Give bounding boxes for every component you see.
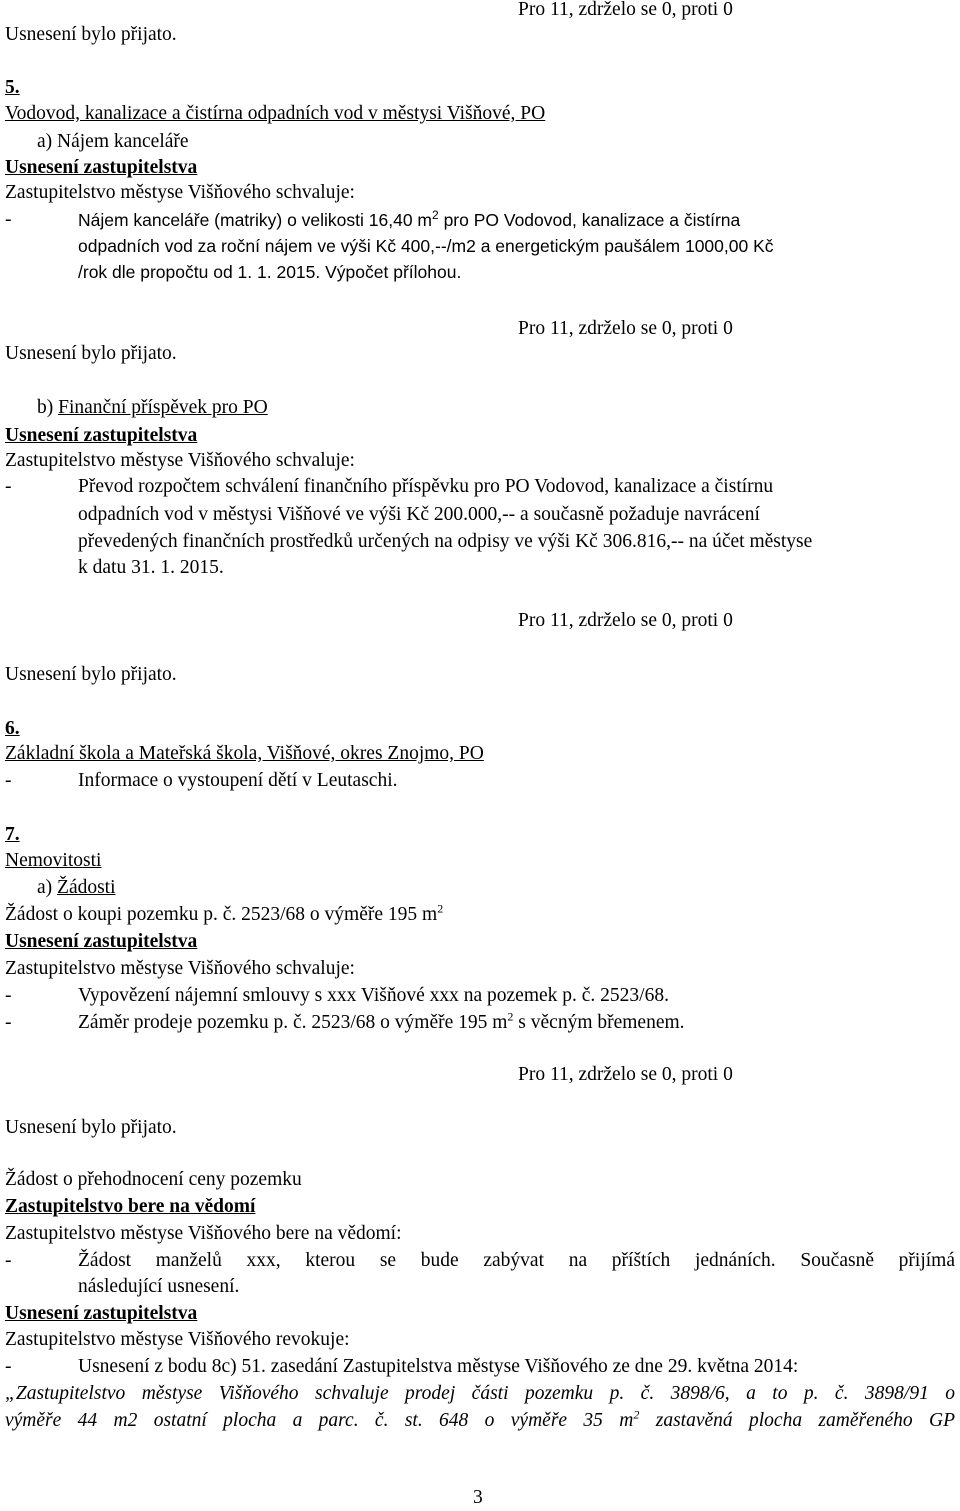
resolution-heading: Usnesení zastupitelstva (5, 1303, 198, 1324)
bullet-dash: - (5, 209, 12, 230)
resolution-heading: Usnesení zastupitelstva (5, 425, 198, 446)
section-title: Základní škola a Mateřská škola, Višňové, okres Znojmo, PO (5, 743, 484, 764)
resolution-heading: Zastupitelstvo bere na vědomí (5, 1196, 256, 1217)
vote-result: Pro 11, zdrželo se 0, proti 0 (518, 1064, 733, 1085)
bullet-dash: - (5, 985, 12, 1006)
page-number: 3 (473, 1487, 483, 1508)
resolution-accepted: Usnesení bylo přijato. (5, 664, 177, 685)
resolution-item: Usnesení z bodu 8c) 51. zasedání Zastupitelstva městyse Višňového ze dne 29. května 2014: (78, 1356, 799, 1377)
bullet-dash: - (5, 476, 12, 497)
resolution-item: Vypovězení nájemní smlouvy s xxx Višňové xxx na pozemek p. č. 2523/68. (78, 985, 669, 1006)
section-number: 6. (5, 718, 20, 739)
resolution-accepted: Usnesení bylo přijato. (5, 343, 177, 364)
resolution-item: Záměr prodeje pozemku p. č. 2523/68 o výměře 195 $m^2$ s věcným břemenem. (78, 1009, 685, 1033)
resolution-item-cont: následující usnesení. (78, 1276, 240, 1297)
resolution-item-cont: k datu 31. 1. 2015. (78, 557, 224, 578)
resolution-item: Převod rozpočtem schválení finančního příspěvku pro PO Vodovod, kanalizace a čistírnu (78, 476, 774, 497)
resolution-heading: Usnesení zastupitelstva (5, 157, 198, 178)
resolution-item-cont: převedených finančních prostředků určených na odpisy ve výši Kč 306.816,-- na účet městyse (78, 531, 813, 552)
request-title: Žádost o koupi pozemku p. č. 2523/68 o výměře 195 $m^2$ (5, 901, 444, 925)
resolution-item-cont: odpadních vod za roční nájem ve výši Kč 400,--/m2 a energetickým paušálem 1000,00 Kč (78, 236, 774, 256)
resolution-heading: Usnesení zastupitelstva (5, 931, 198, 952)
section-number: 5. (5, 77, 20, 98)
bullet-dash: - (5, 1012, 12, 1033)
section-number: 7. (5, 824, 20, 845)
request-title: Žádost o přehodnocení ceny pozemku (5, 1169, 302, 1190)
resolution-intro: Zastupitelstvo městyse Višňového schvaluje: (5, 450, 355, 471)
resolution-item-cont: /rok dle propočtu od 1. 1. 2015. Výpočet přílohou. (78, 262, 462, 282)
resolution-accepted: Usnesení bylo přijato. (5, 24, 177, 45)
subsection-label: a) Žádosti (37, 877, 116, 898)
subsection-label: a) Nájem kanceláře (37, 131, 189, 152)
resolution-intro: Zastupitelstvo městyse Višňového bere na vědomí: (5, 1223, 402, 1244)
quoted-resolution: „Zastupitelstvo městyse Višňového schvaluje prodej části pozemku p. č. 3898/6, a to p. č. 3898/91 o (5, 1383, 955, 1404)
resolution-intro: Zastupitelstvo městyse Višňového schvaluje: (5, 958, 355, 979)
resolution-intro: Zastupitelstvo městyse Višňového schvaluje: (5, 182, 355, 203)
resolution-item: Žádost manželů xxx, kterou se bude zabývat na příštích jednáních. Současně přijímá (78, 1250, 955, 1271)
resolution-item: Nájem kanceláře (matriky) o velikosti 16,40 $m^2$ pro PO Vodovod, kanalizace a čistírna (78, 208, 741, 230)
bullet-dash: - (5, 770, 12, 791)
vote-result: Pro 11, zdrželo se 0, proti 0 (518, 0, 733, 20)
resolution-item-cont: odpadních vod v městysi Višňové ve výši Kč 200.000,-- a současně požaduje navrácení (78, 504, 760, 525)
bullet-dash: - (5, 1356, 12, 1377)
bullet-dash: - (5, 1250, 12, 1271)
resolution-intro: Zastupitelstvo městyse Višňového revokuje: (5, 1329, 350, 1350)
section-title: Vodovod, kanalizace a čistírna odpadních vod v městysi Višňové, PO (5, 103, 546, 124)
subsection-label: b) Finanční příspěvek pro PO (37, 397, 268, 418)
resolution-accepted: Usnesení bylo přijato. (5, 1117, 177, 1138)
section-title: Nemovitosti (5, 850, 102, 871)
vote-result: Pro 11, zdrželo se 0, proti 0 (518, 610, 733, 631)
quoted-resolution-cont: výměře 44 m2 ostatní plocha a parc. č. st. 648 o výměře 35 $m^2$ zastavěná plocha zaměřeného GP (5, 1407, 956, 1431)
info-item: Informace o vystoupení dětí v Leutaschi. (78, 770, 398, 791)
vote-result: Pro 11, zdrželo se 0, proti 0 (518, 318, 733, 339)
